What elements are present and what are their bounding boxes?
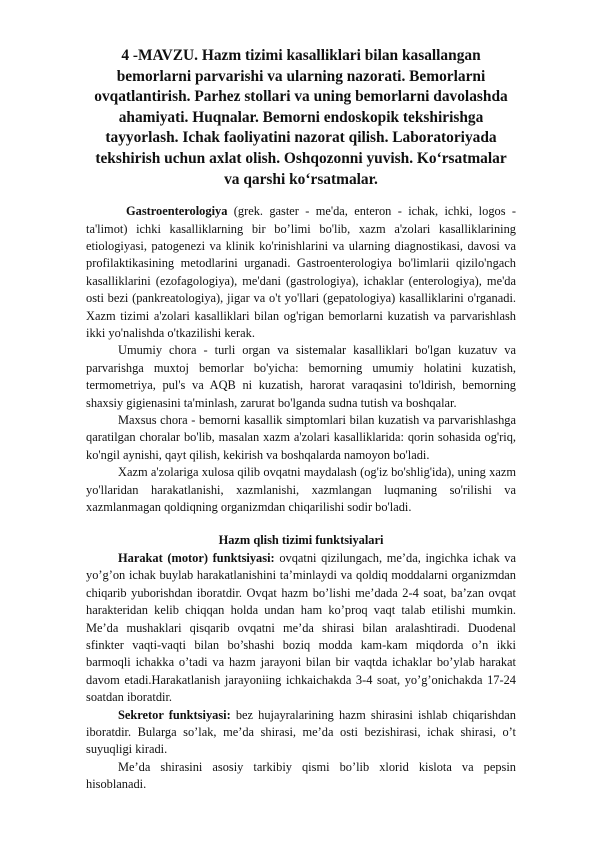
intro-term: Gastroenterologiya: [126, 204, 228, 219]
intro-paragraph: [86, 203, 516, 342]
section-heading: Hazm qlish tizimi funktsiyalari: [218, 533, 384, 548]
paragraph-special-care: Maxsus chora - bemorni kasallik simptomlari bilan kuzatish va parvarishlashga qaratilgan choralar bo'lib, masalan xazm a'zolari kasalliklarida: qorin sohasida og'riq, ko'ngil aynishi, qayt qilish, kekirish va boshqalarda namoyon bo'ladi.: [86, 413, 516, 462]
paragraph-gastric-juice: Me’da shirasini asosiy tarkibiy qismi bo’lib xlorid kislota va pepsin hisoblanadi.: [86, 759, 516, 792]
paragraph-motor-function: [86, 550, 516, 707]
secretor-label: Sekretor funktsiyasi:: [118, 707, 231, 722]
secretor-text: bez hujayralarining hazm shirasini ishlab chiqarishdan iboratdir. Bularga so’lak, me’da shirasi, me’da osti bezishirasi, ichak shirasi, o’t suyuqligi kiradi.: [86, 707, 516, 757]
motor-label: Harakat (motor) funktsiyasi:: [118, 550, 275, 565]
intro-text: (grek. gaster - me'da, enteron - ichak, ichki, logos - ta'limot) ichki kasalliklarning bir bo’limi bo'lib, xazm a'zolari kasalliklarining etiologiyasi, patogenezi va klinik ko'rinishlarini va ularning diagnostikasi, davosi va profilaktikasining metodlarini urganadi. Gastroenterologiya bo'limlarii qizilo'ngach kasalliklarini (ezofagologiya), me'dani (gastrologiya), ichaklar (enterologiya), me'da osti bezi (pankreatologiya), jigar va o't yo'llari (gepatologiya) kasalliklarini o'rganadi. Xazm tizimi a'zolari kasalliklari bilan og'rigan bemorlarni kuzatish va parvarishlash ikki yo'nalishda o'tkazilishi kerak.: [86, 204, 516, 340]
paragraph-digestion-summary: Xazm a'zolariga xulosa qilib ovqatni maydalash (og'iz bo'shlig'ida), uning xazm yo'llaridan harakatlanishi, xazmlanishi, xazmlangan luqmaning so'rilishi va xazmlanmagan qoldiqning organizmdan chiqarilishi sodir bo'ladi.: [86, 465, 516, 515]
document-page: [86, 46, 516, 794]
page-title: 4 -MAVZU. Hazm tizimi kasalliklari bilan kasallangan bemorlarni parvarishi va ularning nazorati. Bemorlarni ovqatlantirish. Parhez stollari va uning bemorlarni davolashda ahamiyati. Huqnalar. Bemorni endoskopik tekshirishga tayyorlash. Ichak faoliyatini nazorat qilish. Laboratoriyada tekshirish uchun axlat olish. Oshqozonni yuvish. Ko‘rsatmalar va qarshi ko‘rsatmalar.: [94, 47, 508, 188]
paragraph-general-care: Umumiy chora - turli organ va sistemalar kasalliklari bo'lgan kuzatuv va parvarishga muxtoj bemorlar bo'yicha: bemorning umumiy holatini kuzatish, termometriya, pul's va AQB ni kuzatish, harorat varaqasini to'ldirish, bemorning shaxsiy gigienasini ta'minlash, zarurat bo'lganda sudna tutish va boshqalar.: [86, 343, 516, 410]
motor-text: ovqatni qizilungach, me’da, ingichka ichak va yo’g’on ichak buylab harakatlanishini ta’minlaydi va qoldiq moddalarni organizmdan chiqarib yuborishdan iboratdir. Ovqat hazm bo’lishi me’dada 2-4 soat, ba’zan ovqat harakteridan kelib chiqqan holda undan ham ko’proq vaqt talab etilishi mumkin. Me’da mushaklari qisqarib ovqatni me’da shirasi bilan aralashtiradi. Duodenal sfinkter vaqti-vaqti bilan bo’shashi boziq modda kam-kam miqdorda o’n ikki barmoqli ichakka o’tadi va hazm jarayoni bilan bir vaqtda ichaklar bo’ylab harakat davom etadi.Harakatlanish jarayoniing ichkaichakda 3-4 soat, yo’g’onichakda 17-24 soatdan iboratdir.: [86, 550, 517, 705]
paragraph-secretor-function: [86, 707, 516, 759]
